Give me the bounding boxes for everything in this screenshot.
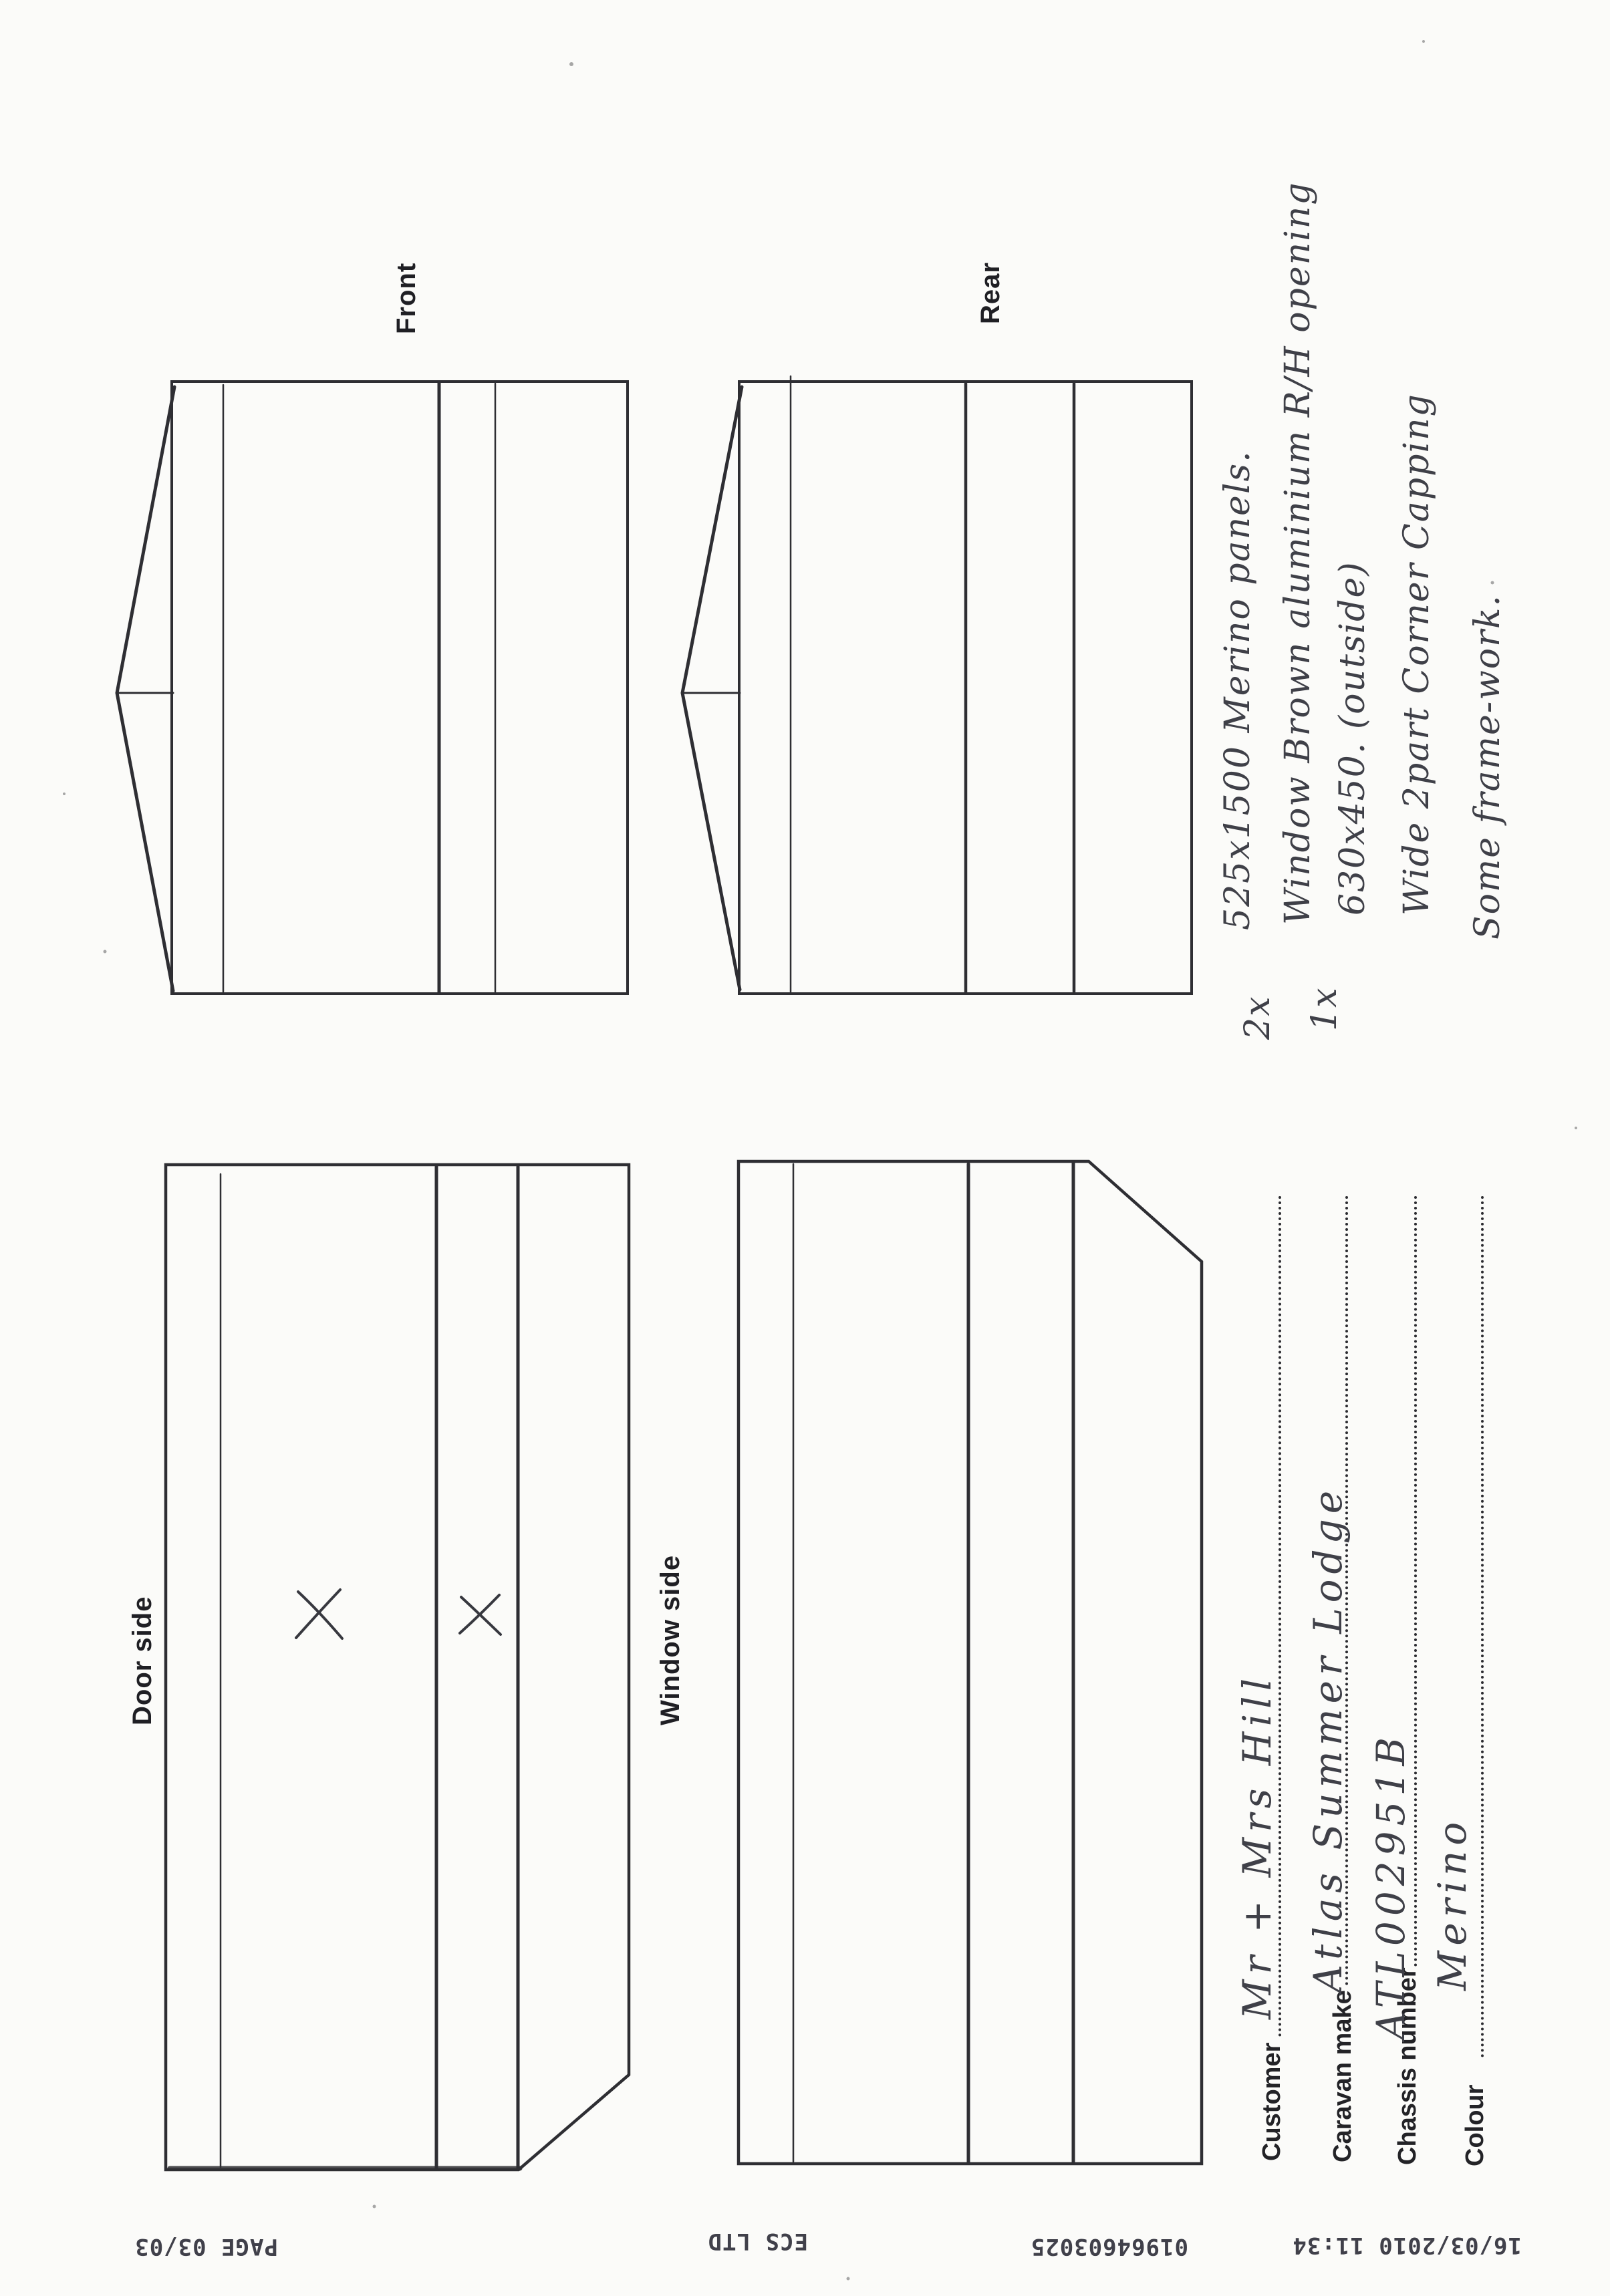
note-line1-qty: 2x bbox=[1238, 995, 1278, 1040]
colour-field-label: Colour bbox=[1461, 2084, 1489, 2166]
front-diagram-label: Front bbox=[392, 262, 421, 334]
front-diagram bbox=[117, 382, 628, 994]
note-line3-text: 630x450. (outside) bbox=[1333, 561, 1373, 915]
note-line2-qty: 1x bbox=[1305, 986, 1345, 1031]
chassis-number-field-label: Chassis number bbox=[1393, 1967, 1422, 2165]
note-line1-text: 525x1500 Merino panels. bbox=[1218, 450, 1258, 930]
fax-timestamp: 16/03/2010 11:34 bbox=[1292, 2232, 1522, 2259]
door-side-diagram bbox=[166, 1165, 629, 2170]
window-side-diagram bbox=[739, 1161, 1202, 2164]
rear-diagram bbox=[682, 376, 1192, 994]
chassis-number-field-line bbox=[1414, 1196, 1417, 1967]
x-mark bbox=[460, 1595, 501, 1634]
chassis-number-field-value: ATL002951B bbox=[1368, 1732, 1414, 2039]
customer-field-value: Mr + Mrs Hill bbox=[1234, 1673, 1280, 2019]
caravan-make-field-label: Caravan make bbox=[1329, 1990, 1357, 2162]
note-line2-text: Window Brown aluminium R/H opening bbox=[1278, 181, 1318, 925]
customer-field-label: Customer bbox=[1258, 2042, 1286, 2161]
note-line5-text: Some frame-work. bbox=[1468, 593, 1508, 940]
x-mark bbox=[296, 1590, 342, 1638]
caravan-make-field-value: Atlas Summer Lodge bbox=[1305, 1485, 1351, 1993]
fax-sender: ECS LTD bbox=[707, 2228, 808, 2255]
colour-field-line bbox=[1481, 1196, 1484, 2058]
window-side-diagram-label: Window side bbox=[656, 1554, 685, 1725]
colour-field-value: Merino bbox=[1430, 1816, 1475, 1991]
fax-number: 01964603025 bbox=[1030, 2233, 1188, 2260]
door-side-diagram-label: Door side bbox=[128, 1596, 157, 1725]
note-line4-text: Wide 2part Corner Capping bbox=[1397, 393, 1437, 915]
fax-page-label: PAGE 03/03 bbox=[134, 2233, 278, 2260]
rear-diagram-label: Rear bbox=[976, 262, 1005, 324]
